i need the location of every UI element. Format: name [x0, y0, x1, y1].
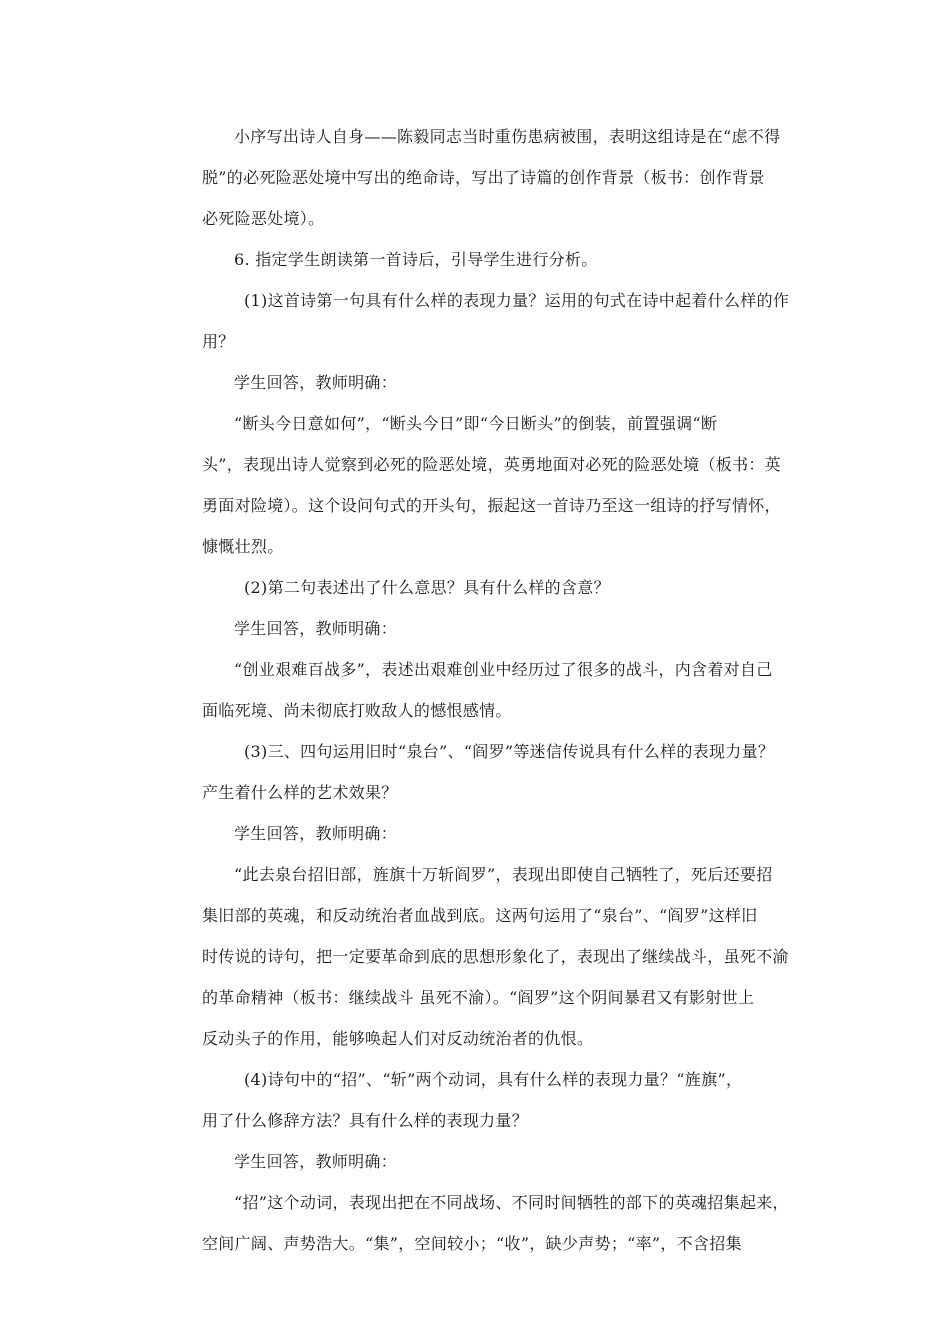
question-line: (1)这首诗第一句具有什么样的表现力量？运用的句式在诗中起着什么样的作 — [244, 291, 790, 310]
paragraph-line: 勇面对险境）。这个设问句式的开头句，振起这一首诗乃至这一组诗的抒写情怀， — [202, 496, 781, 515]
question-line: 用了什么修辞方法？具有什么样的表现力量？ — [202, 1111, 529, 1130]
paragraph-line: 头”，表现出诗人觉察到必死的险恶处境，英勇地面对必死的险恶处境（板书：英 — [202, 455, 781, 474]
paragraph-line: 反动头子的作用，能够唤起人们对反动统治者的仇恨。 — [202, 1029, 594, 1048]
paragraph-line: 必死险恶处境）。 — [202, 209, 325, 228]
paragraph-line: 的革命精神（板书：继续战斗 虽死不渝）。“阎罗”这个阴间暴君又有影射世上 — [202, 988, 755, 1007]
section-heading: 6. 指定学生朗读第一首诗后，引导学生进行分析。 — [234, 250, 598, 269]
paragraph-line: “创业艰难百战多”，表述出艰难创业中经历过了很多的战斗，内含着对自己 — [234, 660, 773, 679]
answer-lead: 学生回答，教师明确： — [234, 619, 398, 638]
question-line: 产生着什么样的艺术效果？ — [202, 783, 398, 802]
paragraph-line: 面临死境、尚未彻底打败敌人的憾恨感情。 — [202, 701, 512, 720]
question-line: 用？ — [202, 332, 235, 351]
question-line: (3)三、四句运用旧时“泉台”、“阎罗”等迷信传说具有什么样的表现力量？ — [244, 742, 775, 761]
paragraph-line: 时传说的诗句，把一定要革命到底的思想形象化了，表现出了继续战斗，虽死不渝 — [202, 947, 789, 966]
paragraph-line: 慷慨壮烈。 — [202, 537, 284, 556]
paragraph-line: 集旧部的英魂，和反动统治者血战到底。这两句运用了“泉台”、“阎罗”这样旧 — [202, 906, 758, 925]
answer-lead: 学生回答，教师明确： — [234, 1152, 398, 1171]
question-line: (4)诗句中的“招”、“斩”两个动词，具有什么样的表现力量？“旌旗”， — [244, 1070, 743, 1089]
paragraph-line: “此去泉台招旧部，旌旗十万斩阎罗”，表现出即使自己牺牲了，死后还要招 — [234, 865, 773, 884]
paragraph-line: 脱”的必死险恶处境中写出的绝命诗，写出了诗篇的创作背景（板书：创作背景 — [202, 168, 765, 187]
paragraph-line: 空间广阔、声势浩大。“集”，空间较小；“收”，缺少声势；“率”，不含招集 — [202, 1234, 742, 1253]
answer-lead: 学生回答，教师明确： — [234, 824, 398, 843]
answer-lead: 学生回答，教师明确： — [234, 373, 398, 392]
paragraph-line: “招”这个动词，表现出把在不同战场、不同时间牺牲的部下的英魂招集起来， — [234, 1193, 789, 1212]
paragraph-line: “断头今日意如何”，“断头今日”即“今日断头”的倒装，前置强调“断 — [234, 414, 718, 433]
question-line: (2)第二句表述出了什么意思？具有什么样的含意？ — [244, 578, 610, 597]
paragraph-line: 小序写出诗人自身——陈毅同志当时重伤患病被围，表明这组诗是在“虑不得 — [234, 127, 781, 146]
